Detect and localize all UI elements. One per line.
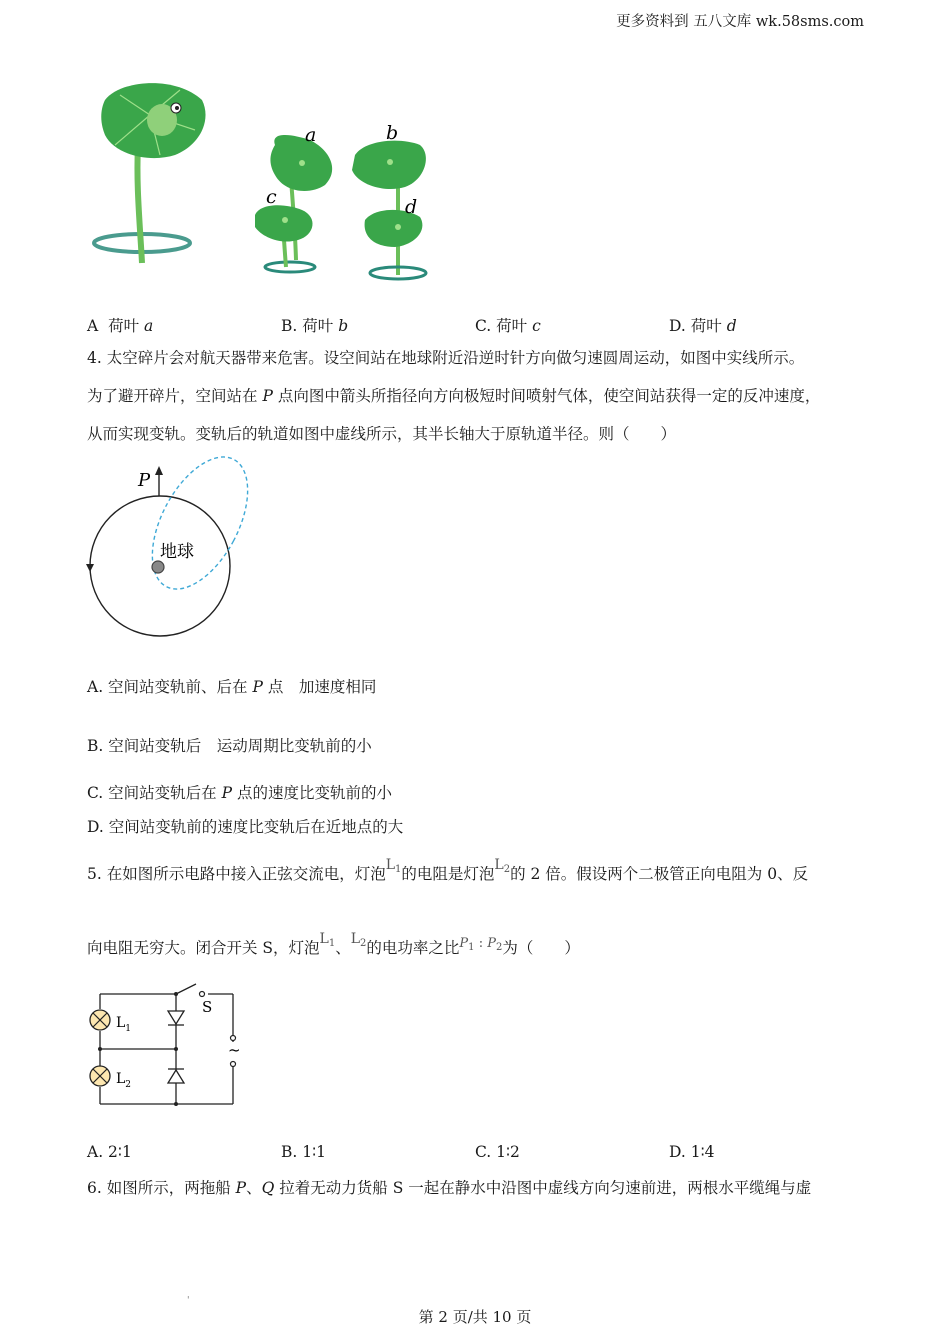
orbit-figure bbox=[80, 455, 260, 645]
diode-lower-icon bbox=[168, 1069, 184, 1083]
ac-terminal-bottom bbox=[231, 1062, 236, 1067]
lotus-leaf-c bbox=[255, 205, 315, 272]
big-lotus-leaf bbox=[94, 83, 206, 263]
q4-stem-line1: 4. 太空碎片会对航天器带来危害。设空间站在地球附近沿逆时针方向做匀速圆周运动，如图中实线所示。 bbox=[87, 349, 805, 367]
earth-label: 地球 bbox=[160, 542, 194, 562]
lamp-label-l1: $L_1$ bbox=[116, 1015, 132, 1034]
q4-stem-line2: 为了避开碎片，空间站在 P 点向图中箭头所指径向方向极短时间喷射气体，使空间站获得一定的反冲速度， bbox=[87, 387, 821, 405]
earth-dot bbox=[152, 561, 164, 573]
stray-mark: ' bbox=[187, 1296, 190, 1306]
q4-option-b: B. 空间站变轨后 运动周期比变轨前的小 bbox=[87, 737, 372, 755]
point-p-label: P bbox=[138, 470, 151, 491]
elliptical-orbit bbox=[133, 455, 260, 604]
q3-option-a: A 荷叶 a bbox=[87, 317, 154, 335]
leaf-label-b: b bbox=[386, 122, 399, 144]
switch-label: S bbox=[202, 998, 213, 1016]
ac-terminal-top bbox=[231, 1036, 236, 1041]
q3-option-d: D. 荷叶 d bbox=[669, 317, 737, 335]
lamp-l2-icon bbox=[90, 1066, 110, 1086]
q5-option-b: B. 1∶1 bbox=[281, 1143, 327, 1161]
header-note: 更多资料到 五八文库 wk.58sms.com bbox=[616, 14, 864, 30]
q5-stem-line1: 5. 在如图所示电路中接入正弦交流电，灯泡$L_1$的电阻是灯泡$L_2$的 2 倍。假设两个二极管正向电阻为 0、反 bbox=[87, 857, 809, 883]
diode-upper-icon bbox=[168, 1011, 184, 1025]
switch-contact bbox=[200, 992, 205, 997]
ac-symbol: ~ bbox=[228, 1041, 241, 1059]
leaf-label-c: c bbox=[266, 186, 277, 208]
q5-stem-line2: 向电阻无穷大。闭合开关 S，灯泡$L_1$、$L_2$的电功率之比$^{P_1 : P_2}$为（ ） bbox=[87, 931, 580, 957]
q3-option-c: C. 荷叶 c bbox=[475, 317, 541, 335]
circuit-figure bbox=[82, 982, 252, 1112]
leaf-label-d: d bbox=[405, 196, 418, 218]
q4-option-c: C. 空间站变轨后在 P 点的速度比变轨前的小 bbox=[87, 784, 392, 802]
q4-option-a: A. 空间站变轨前、后在 P 点 加速度相同 bbox=[87, 678, 377, 696]
lamp-label-l2: $L_2$ bbox=[116, 1071, 132, 1090]
direction-arrow-icon bbox=[86, 564, 94, 572]
q3-option-b: B. 荷叶 b bbox=[281, 317, 349, 335]
q5-option-d: D. 1∶4 bbox=[669, 1143, 715, 1161]
q5-option-a: A. 2∶1 bbox=[87, 1143, 132, 1161]
page-footer: 第 2 页/共 10 页 bbox=[418, 1308, 532, 1326]
arrow-head-icon bbox=[155, 466, 163, 475]
q5-option-c: C. 1∶2 bbox=[475, 1143, 520, 1161]
q4-option-d: D. 空间站变轨前的速度比变轨后在近地点的大 bbox=[87, 818, 404, 836]
lotus-leaf-d bbox=[365, 210, 426, 279]
lotus-leaf-a bbox=[270, 135, 332, 260]
lamp-l1-icon bbox=[90, 1010, 110, 1030]
q4-stem-line3: 从而实现变轨。变轨后的轨道如图中虚线所示，其半长轴大于原轨道半径。则（ ） bbox=[87, 425, 677, 443]
q6-stem-line1: 6. 如图所示，两拖船 P、Q 拉着无动力货船 S 一起在静水中沿图中虚线方向匀速前进，两根水平缆绳与虚 bbox=[87, 1179, 812, 1197]
leaf-label-a: a bbox=[305, 124, 317, 146]
lotus-leaves-figure bbox=[80, 75, 440, 285]
